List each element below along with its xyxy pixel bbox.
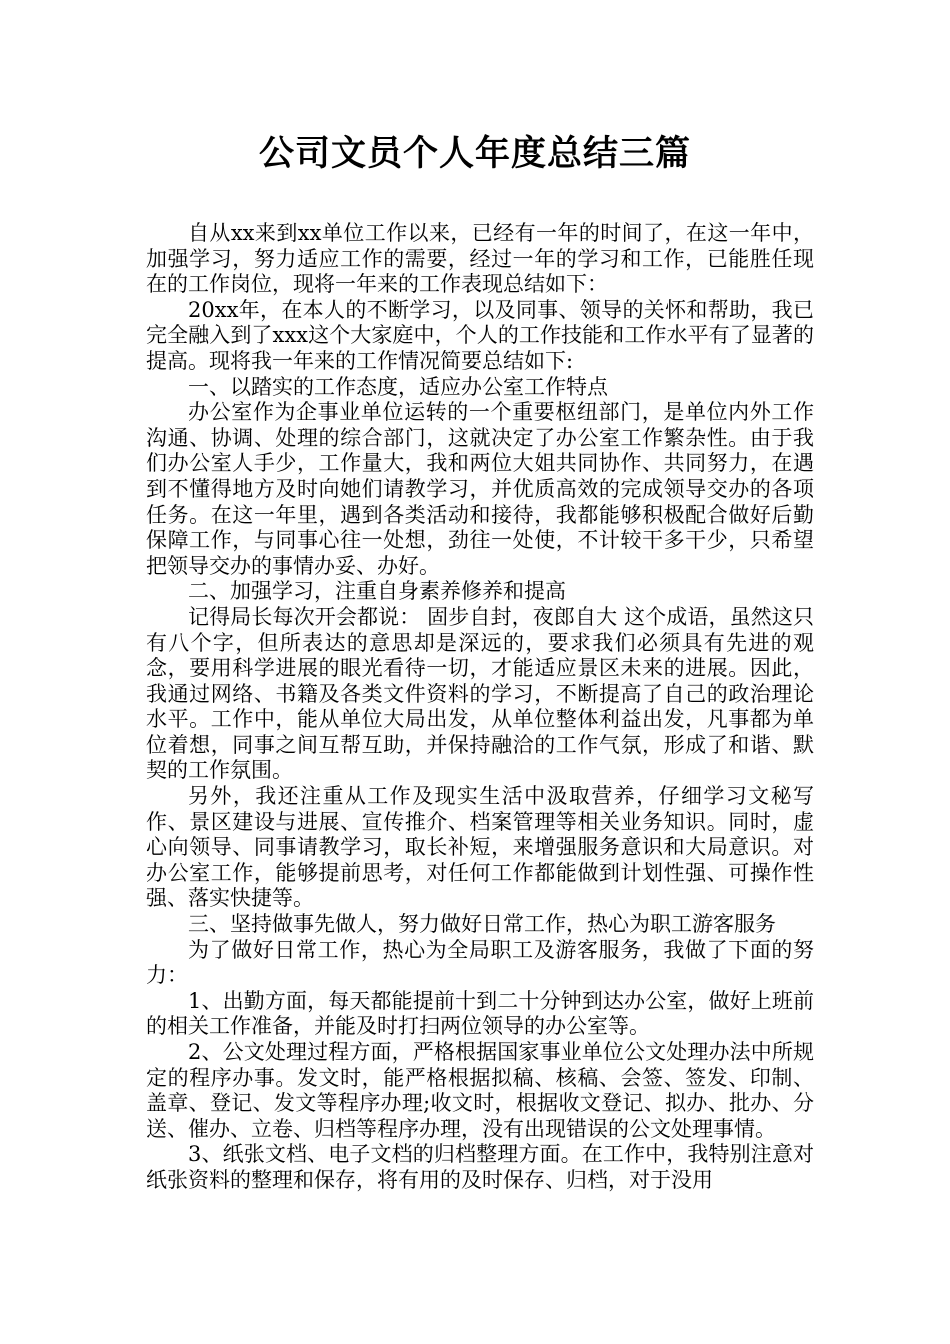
list-item-archiving: 3、纸张文档、电子文档的归档整理方面。在工作中，我特别注意对纸张资料的整理和保存，将有用的及时保存、归档，对于没用: [146, 1142, 814, 1192]
document-body: [146, 221, 814, 1194]
list-item-attendance: 1、出勤方面，每天都能提前十到二十分钟到达办公室，做好上班前的相关工作准备，并能及时打扫两位领导的办公室等。: [146, 988, 814, 1039]
paragraph-intro: 自从xx来到xx单位工作以来，已经有一年的时间了，在这一年中，加强学习，努力适应工作的需要，经过一年的学习和工作，已能胜任现在的工作岗位，现将一年来的工作表现总结如下：: [146, 221, 814, 297]
section-heading-1: 一、以踏实的工作态度，适应办公室工作特点: [188, 374, 608, 399]
list-item-document-processing: 2、公文处理过程方面，严格根据国家事业单位公文处理办法中所规定的程序办事。发文时，能严格根据拟稿、核稿、会签、签发、印制、盖章、登记、发文等程序办理;收文时，根据收文登记、拟办、批办、分送、催办、立卷、归档等程序办理，没有出现错误的公文处理事情。: [146, 1040, 814, 1141]
paragraph-section-2b: 另外，我还注重从工作及现实生活中汲取营养，仔细学习文秘写作、景区建设与进展、宣传推介、档案管理等相关业务知识。同时，虚心向领导、同事请教学习，取长补短，来增强服务意识和大局意识。对办公室工作，能够提前思考，对任何工作都能做到计划性强、可操作性强、落实快捷等。: [146, 784, 814, 911]
paragraph-section-1: 办公室作为企事业单位运转的一个重要枢纽部门，是单位内外工作沟通、协调、处理的综合部门，这就决定了办公室工作繁杂性。由于我们办公室人手少，工作量大，我和两位大姐共同协作、共同努力，在遇到不懂得地方及时向她们请教学习，并优质高效的完成领导交办的各项任务。在这一年里，遇到各类活动和接待，我都能够积极配合做好后勤保障工作，与同事心往一处想，劲往一处使，不计较干多干少，只希望把领导交办的事情办妥、办好。: [146, 400, 814, 578]
section-heading-3: 三、坚持做事先做人，努力做好日常工作，热心为职工游客服务: [188, 912, 776, 937]
paragraph-section-2a: 记得局长每次开会都说： 固步自封，夜郎自大 这个成语，虽然这只有八个字，但所表达的意思却是深远的，要求我们必须具有先进的观念，要用科学进展的眼光看待一切，才能适应景区未来的进展。因此，我通过网络、书籍及各类文件资料的学习，不断提高了自己的政治理论水平。工作中，能从单位大局出发，从单位整体利益出发，凡事都为单位着想，同事之间互帮互助，并保持融洽的工作气氛，形成了和谐、默契的工作氛围。: [146, 604, 814, 783]
section-heading-2: 二、加强学习，注重自身素养修养和提高: [188, 579, 566, 604]
paragraph-section-3-intro: 为了做好日常工作，热心为全局职工及游客服务，我做了下面的努力：: [146, 937, 814, 988]
document-title: 公司文员个人年度总结三篇: [258, 134, 691, 174]
paragraph-overview: 20xx年，在本人的不断学习，以及同事、领导的关怀和帮助，我已完全融入到了xxx这个大家庭中，个人的工作技能和工作水平有了显著的提高。现将我一年来的工作情况简要总结如下:: [146, 297, 814, 373]
